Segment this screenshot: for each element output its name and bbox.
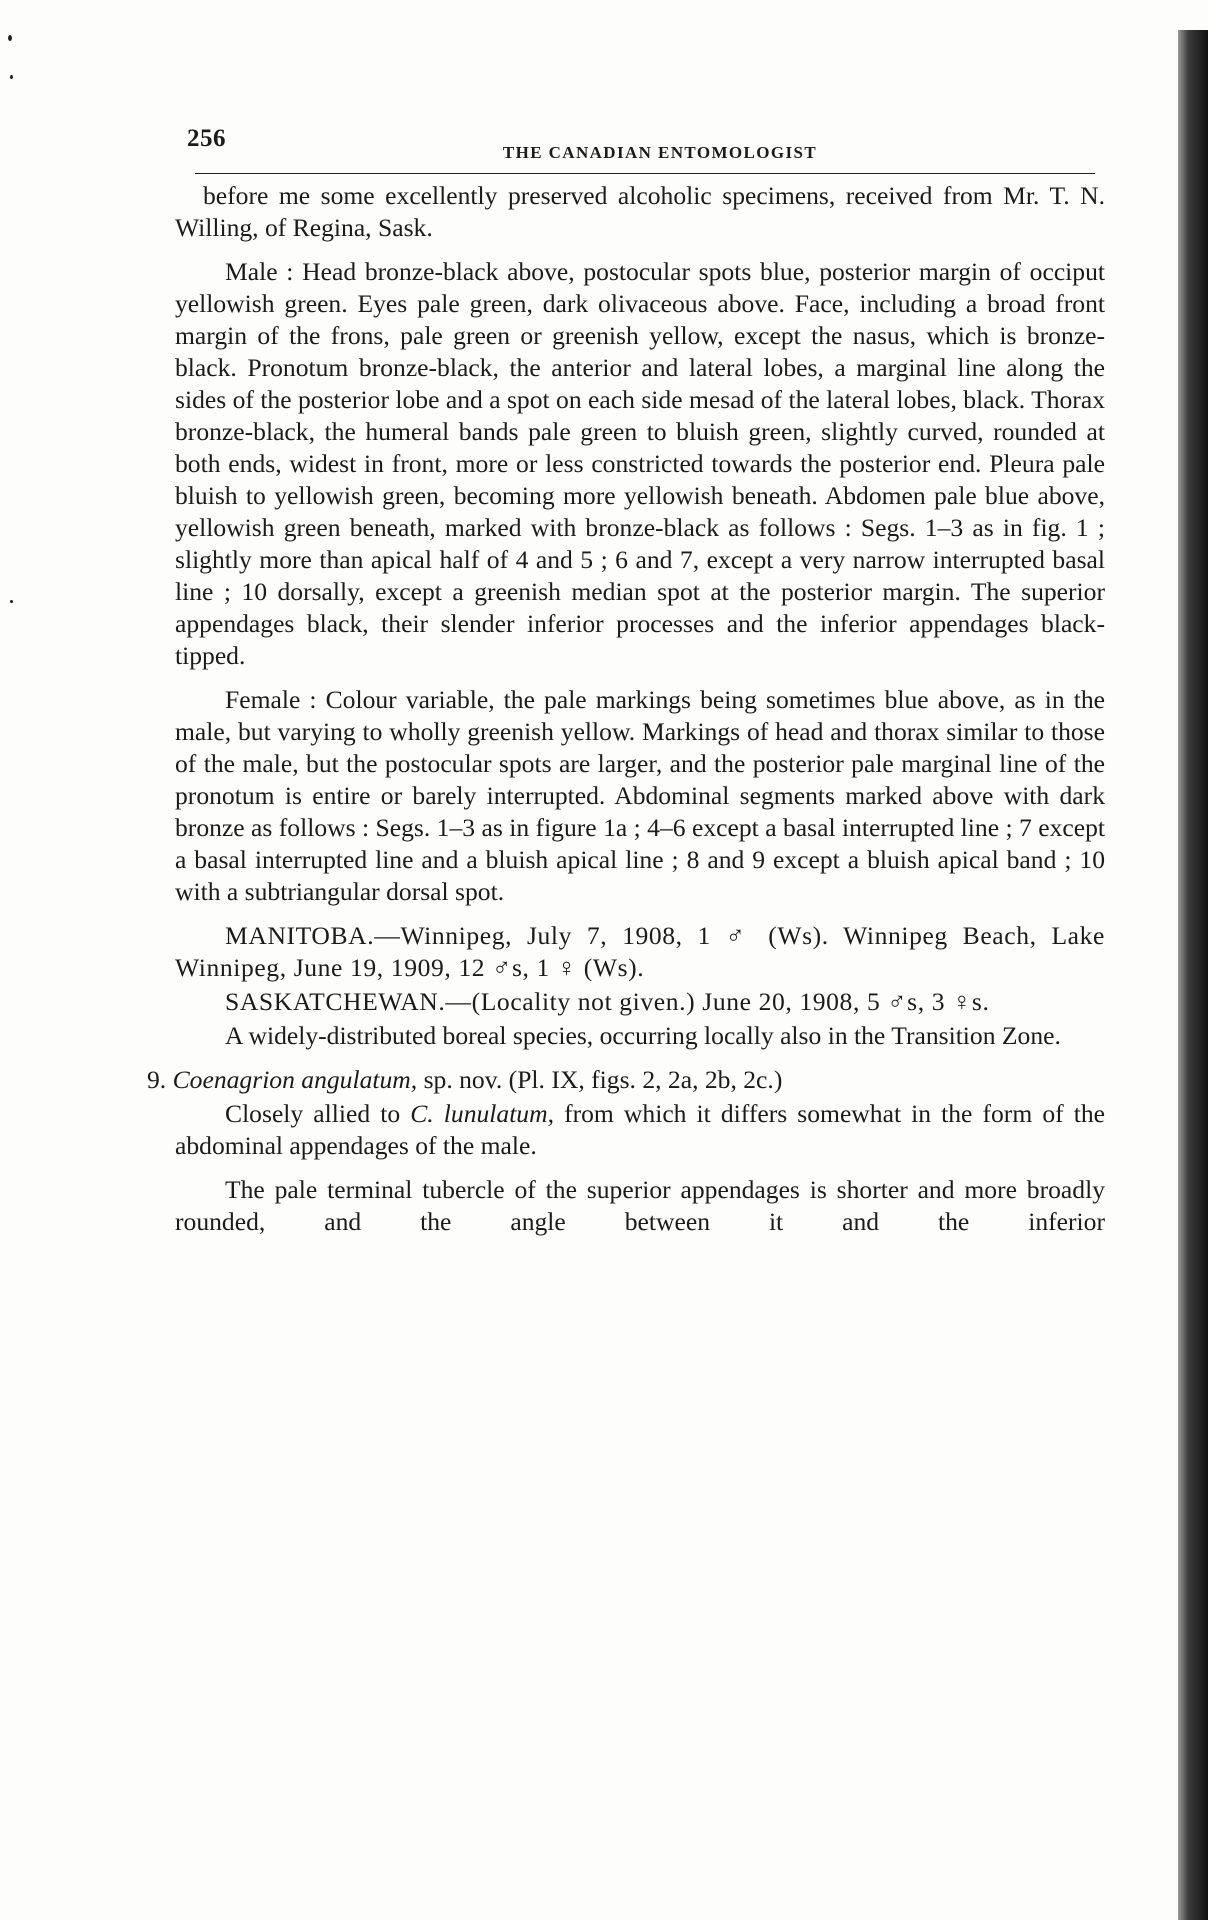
margin-speck — [10, 75, 13, 79]
species-name: Coenagrion angulatum, — [172, 1065, 418, 1094]
paragraph-male-description: Male : Head bronze-black above, postocular spots blue, posterior margin of occiput yellowish green. Eyes pale green, dark olivaceous above. Face, including a broad front margin of the frons, pale green or greenish yellow, except the nasus, which is bronze-black. Pronotum bronze-black, the anterior and lateral lobes, a marginal line along the sides of the posterior lobe and a spot on each side mesad of the lateral lobes, black. Thorax bronze-black, the humeral bands pale green to bluish green, slightly curved, rounded at both ends, widest in front, more or less constricted towards the posterior end. Pleura pale bluish to yellowish green, becoming more yellowish beneath. Abdomen pale blue above, yellowish green beneath, marked with bronze-black as follows : Segs. 1–3 as in fig. 1 ; slightly more than apical half of 4 and 5 ; 6 and 7, except a very narrow interrupted basal line ; 10 dorsally, except a greenish median spot at the posterior margin. The superior appendages black, their slender inferior processes and the inferior appendages black-tipped. — [175, 257, 1105, 670]
binding-shadow — [1178, 30, 1208, 1920]
species-heading-rest: sp. nov. (Pl. IX, figs. 2, 2a, 2b, 2c.) — [417, 1065, 783, 1094]
paragraph-affinity — [175, 1098, 1105, 1162]
margin-speck — [8, 35, 12, 41]
text-block — [147, 125, 1105, 1845]
paragraph-female-description: Female : Colour variable, the pale markings being sometimes blue above, as in the male, but varying to wholly greenish yellow. Markings of head and thorax similar to those of the male, but the postocular spots are larger, and the posterior pale marginal line of the pronotum is entire or barely interrupted. Abdominal segments marked above with dark bronze as follows : Segs. 1–3 as in figure 1a ; 4–6 except a basal interrupted line ; 7 except a basal interrupted line and a bluish apical line ; 8 and 9 except a bluish apical band ; 10 with a subtriangular dorsal spot. — [175, 685, 1105, 906]
running-title: THE CANADIAN ENTOMOLOGIST — [502, 143, 818, 162]
related-species-name: C. lunulatum, — [410, 1099, 554, 1128]
species-number: 9. — [147, 1065, 167, 1094]
paragraph-continuation: before me some excellently preserved alcoholic specimens, received from Mr. T. N. Willing, of Regina, Sask. — [175, 181, 1105, 242]
species-heading — [147, 1064, 1105, 1096]
paragraph-appendages: The pale terminal tubercle of the superior appendages is shorter and more broadly rounded, and the angle between it and the inferior — [175, 1175, 1105, 1236]
margin-speck — [10, 600, 13, 603]
page-number: 256 — [187, 125, 226, 152]
affinity-text-end: from which it differs somewhat in the form of the abdominal appendages of the male. — [175, 1099, 1105, 1160]
affinity-text-start: Closely allied to — [225, 1099, 411, 1128]
paragraph-distribution: A widely-distributed boreal species, occurring locally also in the Transition Zone. — [225, 1021, 1061, 1050]
header-rule — [195, 173, 1095, 174]
paragraph-saskatchewan-records: SASKATCHEWAN.—(Locality not given.) June 20, 1908, 5 ♂s, 3 ♀s. — [225, 987, 990, 1016]
paragraph-manitoba-records: MANITOBA.—Winnipeg, July 7, 1908, 1 ♂ (Ws). Winnipeg Beach, Lake Winnipeg, June 19, 1909, 12 ♂s, 1 ♀ (Ws). — [175, 921, 1105, 982]
running-head — [175, 125, 1105, 173]
